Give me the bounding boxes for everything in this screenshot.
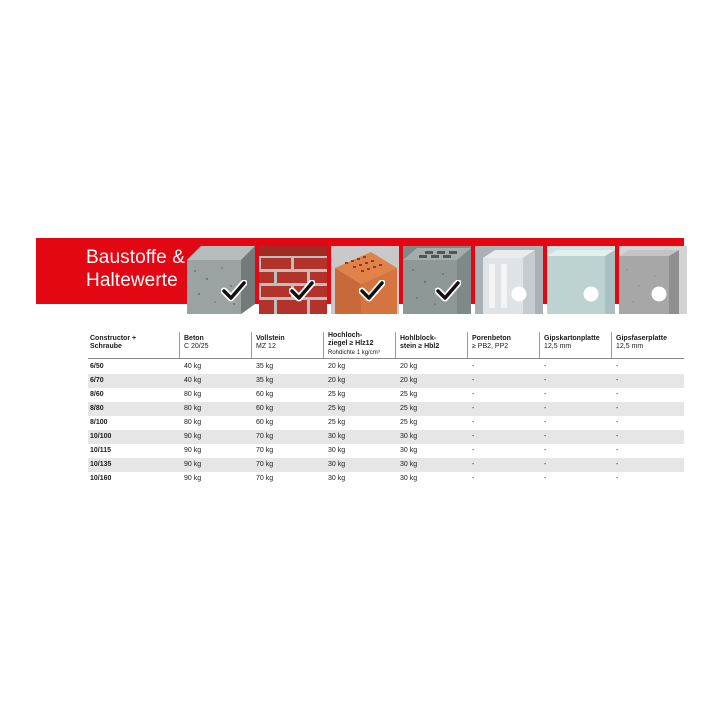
screw-size-cell: 6/50 — [90, 363, 104, 370]
column-divider — [539, 332, 540, 358]
load-value-cell: 30 kg — [400, 475, 418, 482]
load-value-cell: 20 kg — [328, 363, 346, 370]
load-value-cell: - — [616, 461, 619, 468]
load-value-cell: 70 kg — [256, 461, 274, 468]
table-header — [88, 332, 684, 359]
header-hohlblockstein-line2: stein ≥ Hbl2 — [400, 343, 440, 351]
load-value-cell: 80 kg — [184, 391, 202, 398]
table-row — [88, 444, 684, 458]
column-divider — [467, 332, 468, 358]
load-value-cell: 30 kg — [328, 475, 346, 482]
load-value-cell: - — [544, 433, 547, 440]
screw-size-cell: 8/80 — [90, 405, 104, 412]
header-gipskartonplatte — [544, 335, 600, 352]
header-porenbeton-line1: Porenbeton — [472, 335, 511, 342]
load-value-cell: - — [472, 363, 475, 370]
load-value-cell: 30 kg — [328, 447, 346, 454]
load-value-cell: - — [544, 461, 547, 468]
load-value-cell: 25 kg — [328, 405, 346, 412]
load-value-cell: 20 kg — [400, 363, 418, 370]
column-divider — [395, 332, 396, 358]
load-value-cell: 25 kg — [400, 405, 418, 412]
load-value-cell: 25 kg — [400, 391, 418, 398]
circle-icon — [511, 286, 527, 302]
table-row — [88, 402, 684, 416]
header-gipsfaserplatte-line2: 12,5 mm — [616, 343, 644, 351]
material-hohlblockstein-image — [403, 246, 471, 314]
load-value-cell: 70 kg — [256, 447, 274, 454]
material-gipskartonplatte-image — [547, 246, 615, 314]
load-value-cell: 35 kg — [256, 363, 274, 370]
load-value-cell: - — [472, 433, 475, 440]
load-value-cell: - — [616, 391, 619, 398]
header-screw-line1: Constructor + — [90, 335, 137, 342]
screw-size-cell: 10/135 — [90, 461, 112, 468]
materials-banner — [36, 238, 684, 304]
load-value-cell: 60 kg — [256, 391, 274, 398]
load-value-cell: 60 kg — [256, 405, 274, 412]
table-row — [88, 388, 684, 402]
load-value-cell: - — [544, 447, 547, 454]
header-porenbeton-line2: ≥ PB2, PP2 — [472, 343, 509, 351]
load-value-cell: 25 kg — [328, 419, 346, 426]
load-value-cell: - — [544, 377, 547, 384]
banner-title-line2: Haltewerte — [86, 270, 178, 291]
material-vollstein-image — [259, 246, 327, 314]
table-row — [88, 416, 684, 430]
header-vollstein-line1: Vollstein — [256, 335, 285, 342]
load-value-cell: 25 kg — [328, 391, 346, 398]
circle-icon — [583, 286, 599, 302]
load-value-cell: - — [472, 405, 475, 412]
load-value-cell: - — [472, 461, 475, 468]
header-beton-line1: Beton — [184, 335, 204, 342]
screw-size-cell: 10/160 — [90, 475, 112, 482]
load-value-cell: 70 kg — [256, 475, 274, 482]
load-value-cell: 70 kg — [256, 433, 274, 440]
header-gipsfaserplatte-line1: Gipsfaserplatte — [616, 335, 667, 342]
load-value-cell: 30 kg — [400, 461, 418, 468]
load-value-cell: - — [472, 377, 475, 384]
header-vollstein-line2: MZ 12 — [256, 343, 276, 351]
screw-size-cell: 10/100 — [90, 433, 112, 440]
screw-size-cell: 6/70 — [90, 377, 104, 384]
check-icon — [221, 280, 247, 302]
load-value-cell: - — [472, 475, 475, 482]
header-gipskartonplatte-line1: Gipskartonplatte — [544, 335, 600, 342]
load-value-cell: - — [616, 447, 619, 454]
check-icon — [359, 280, 385, 302]
header-porenbeton — [472, 335, 511, 352]
load-value-cell: - — [616, 363, 619, 370]
load-value-cell: 30 kg — [328, 461, 346, 468]
load-value-cell: - — [472, 391, 475, 398]
column-divider — [611, 332, 612, 358]
material-hochlochziegel-image — [331, 246, 399, 314]
load-value-cell: 40 kg — [184, 363, 202, 370]
load-value-cell: - — [616, 433, 619, 440]
banner-title — [86, 246, 185, 292]
header-vollstein — [256, 335, 285, 352]
load-value-cell: - — [544, 419, 547, 426]
load-value-cell: 20 kg — [328, 377, 346, 384]
material-gipsfaserplatte-image — [619, 246, 687, 314]
column-divider — [251, 332, 252, 358]
table-row — [88, 374, 684, 388]
header-hochlochziegel-line2: ziegel ≥ Hlz12 — [328, 340, 374, 348]
header-hohlblockstein — [400, 335, 439, 352]
table-row — [88, 458, 684, 472]
header-hohlblockstein-line1: Hohlblock- — [400, 335, 437, 342]
table-row — [88, 472, 684, 486]
load-value-cell: - — [616, 377, 619, 384]
load-value-cell: 30 kg — [328, 433, 346, 440]
screw-size-cell: 8/100 — [90, 419, 108, 426]
table-row — [88, 430, 684, 444]
check-icon — [289, 280, 315, 302]
load-value-cell: - — [544, 405, 547, 412]
header-gipskartonplatte-line2: 12,5 mm — [544, 343, 572, 351]
load-value-cell: 35 kg — [256, 377, 274, 384]
load-value-cell: - — [616, 405, 619, 412]
material-beton-image — [187, 246, 255, 314]
load-value-cell: - — [616, 419, 619, 426]
screw-size-cell: 8/60 — [90, 391, 104, 398]
load-value-cell: - — [472, 447, 475, 454]
column-divider — [179, 332, 180, 358]
load-value-cell: - — [544, 475, 547, 482]
load-value-cell: 20 kg — [400, 377, 418, 384]
load-value-cell: 30 kg — [400, 433, 418, 440]
header-beton — [184, 335, 209, 352]
load-value-cell: 80 kg — [184, 405, 202, 412]
header-hochlochziegel-line1: Hochloch- — [328, 332, 363, 339]
load-value-cell: 25 kg — [400, 419, 418, 426]
load-value-cell: 90 kg — [184, 433, 202, 440]
check-icon — [435, 280, 461, 302]
load-value-cell: - — [544, 391, 547, 398]
load-value-cell: 90 kg — [184, 447, 202, 454]
material-porenbeton-image — [475, 246, 543, 314]
header-hochlochziegel — [328, 332, 380, 357]
load-value-cell: 90 kg — [184, 461, 202, 468]
load-value-cell: - — [544, 363, 547, 370]
load-value-cell: 30 kg — [400, 447, 418, 454]
header-beton-line2: C 20/25 — [184, 343, 209, 351]
header-gipsfaserplatte — [616, 335, 667, 352]
load-value-cell: 60 kg — [256, 419, 274, 426]
load-value-cell: 80 kg — [184, 419, 202, 426]
header-hochlochziegel-sub: Rohdichte 1 kg/cm³ — [328, 349, 380, 356]
load-value-cell: - — [472, 419, 475, 426]
header-screw — [90, 335, 136, 352]
column-divider — [323, 332, 324, 358]
load-value-cell: 40 kg — [184, 377, 202, 384]
header-screw-line2: Schraube — [90, 343, 122, 351]
load-value-cell: - — [616, 475, 619, 482]
circle-icon — [651, 286, 667, 302]
screw-size-cell: 10/115 — [90, 447, 112, 454]
table-row — [88, 360, 684, 374]
load-value-cell: 90 kg — [184, 475, 202, 482]
banner-title-line1: Baustoffe & — [86, 247, 185, 268]
